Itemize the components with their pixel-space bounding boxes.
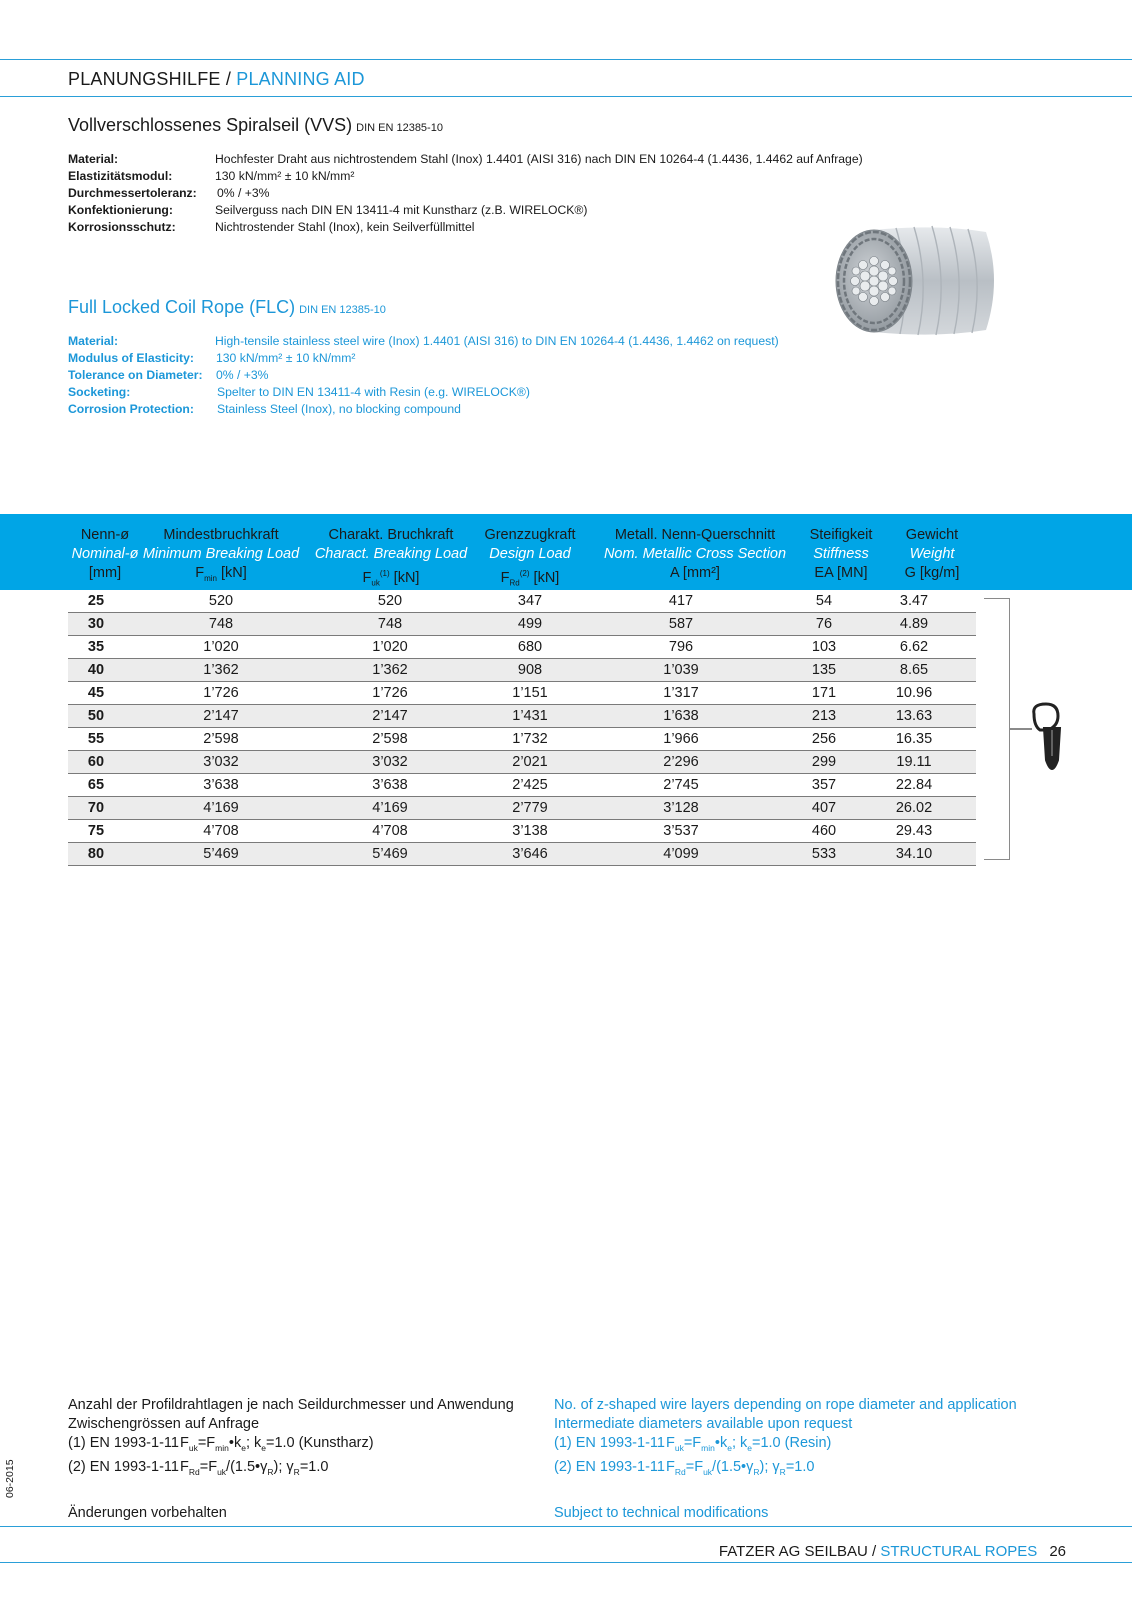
- col-header-de: Steifigkeit: [809, 527, 873, 543]
- prop-label: Corrosion Protection:: [68, 402, 194, 416]
- table-cell: 30: [87, 616, 105, 632]
- header-separator: /: [220, 69, 237, 89]
- table-cell: 347: [517, 593, 543, 609]
- notes-en: [554, 1396, 1017, 1482]
- col-header-unit: [482, 564, 578, 593]
- vvs-prop-row: [68, 202, 863, 219]
- table-cell: 1’732: [512, 731, 548, 747]
- table-cell: 2’598: [372, 731, 408, 747]
- table-cell: 4’708: [372, 823, 408, 839]
- prop-label: Durchmessertoleranz:: [68, 186, 197, 200]
- table-cell: 19.11: [896, 754, 932, 770]
- table-cell: 135: [811, 662, 837, 678]
- flc-prop-row: [68, 367, 779, 384]
- prop-label: Material:: [68, 152, 119, 166]
- col-header-en: Design Load: [489, 546, 571, 562]
- table-cell: 460: [811, 823, 837, 839]
- col-header-stiffness: [806, 526, 876, 583]
- table-bracket: [984, 598, 1010, 860]
- table-row: [68, 659, 976, 682]
- table-cell: 103: [811, 639, 837, 655]
- vvs-properties: [68, 151, 863, 236]
- table-cell: 65: [87, 777, 105, 793]
- vvs-prop-row: [68, 219, 863, 236]
- table-cell: 8.65: [899, 662, 929, 678]
- table-row: [68, 843, 976, 866]
- formula-ref: (2) EN 1993-1-11: [68, 1458, 179, 1475]
- note-formula-2: (2) EN $1993-1-11F_{Rd}=F_{uk}/(1.5•\gamma_R)$; $\gamma_R=1.0$: [68, 1458, 329, 1477]
- note-line: Anzahl der Profildrahtlagen je nach Seildurchmesser und Anwendung: [68, 1397, 514, 1413]
- prop-label: Konfektionierung:: [68, 203, 173, 217]
- unit-text: [kN]: [529, 569, 560, 586]
- prop-value: Hochfester Draht aus nichtrostendem Stahl (Inox) 1.4401 (AISI 316) nach DIN EN 10264-4 (1.4436, 1.4462 auf Anfrage): [215, 152, 863, 166]
- table-cell: 407: [811, 800, 837, 816]
- table-row: [68, 774, 976, 797]
- col-header-en: Minimum Breaking Load: [142, 546, 300, 562]
- footer-company: FATZER AG SEILBAU: [718, 1543, 868, 1560]
- data-table: [68, 590, 976, 866]
- table-cell: 16.35: [895, 731, 933, 747]
- note-formula-1: (1) EN $1993-1-11F_{uk}=F_{min}•k_e$; $k_e=1.0$ (Kunstharz): [68, 1435, 374, 1453]
- table-cell: 417: [668, 593, 694, 609]
- table-cell: 4’169: [372, 800, 408, 816]
- formula-tail: =1.0 (Resin): [751, 1435, 832, 1451]
- unit-subscript: uk: [371, 578, 380, 588]
- table-cell: 1’362: [203, 662, 239, 678]
- col-header-min-breaking-load: [140, 526, 302, 588]
- table-cell: 1’151: [512, 685, 548, 701]
- change-notice-en: Subject to technical modifications: [554, 1505, 769, 1521]
- col-header-de: Gewicht: [905, 527, 959, 543]
- table-cell: 2’598: [203, 731, 239, 747]
- col-header-de: Grenzzugkraft: [484, 527, 576, 543]
- flc-title-text: Full Locked Coil Rope (FLC): [68, 297, 296, 317]
- footer-product: STRUCTURAL ROPES: [880, 1543, 1038, 1560]
- table-cell: 213: [811, 708, 837, 724]
- note-formula-1: (1) EN $1993-1-11F_{uk}=F_{min}•k_e$; $k_e=1.0$ (Resin): [554, 1435, 832, 1453]
- table-row: [68, 797, 976, 820]
- table-cell: 748: [208, 616, 234, 632]
- header-title-en: PLANNING AID: [236, 69, 365, 89]
- flc-prop-row: [68, 350, 779, 367]
- vvs-prop-row: [68, 185, 863, 202]
- formula-ref: (1) EN 1993-1-11: [554, 1435, 665, 1451]
- col-header-en: Charact. Breaking Load: [314, 546, 468, 562]
- vvs-prop-row: [68, 168, 863, 185]
- col-header-unit: G [kg/m]: [904, 565, 960, 581]
- table-cell: 3.47: [899, 593, 929, 609]
- table-cell: 4’169: [203, 800, 239, 816]
- table-row: [68, 590, 976, 613]
- note-line: No. of z-shaped wire layers depending on rope diameter and application: [554, 1397, 1017, 1413]
- unit-text: [kN]: [216, 565, 247, 581]
- table-row: [68, 705, 976, 728]
- table-cell: 50: [87, 708, 105, 724]
- table-cell: 75: [87, 823, 105, 839]
- table-cell: 3’138: [512, 823, 548, 839]
- prop-label: Socketing:: [68, 385, 131, 399]
- table-cell: 60: [87, 754, 105, 770]
- table-cell: 2’779: [512, 800, 548, 816]
- table-cell: 3’638: [203, 777, 239, 793]
- formula-ref: (1) EN 1993-1-11: [68, 1435, 179, 1451]
- table-cell: 5’469: [203, 846, 239, 862]
- col-header-unit: A [mm²]: [670, 565, 720, 581]
- prop-value: 0% / +3%: [216, 368, 269, 382]
- table-cell: 357: [811, 777, 837, 793]
- unit-symbol: F: [500, 569, 510, 586]
- col-header-en: Weight: [909, 546, 955, 562]
- header-top-rule: [0, 59, 1132, 60]
- rope-cross-section-image: [826, 222, 1002, 340]
- table-cell: 499: [517, 616, 543, 632]
- flc-prop-row: [68, 384, 779, 401]
- table-row: [68, 751, 976, 774]
- prop-value: 130 kN/mm² ± 10 kN/mm²: [216, 351, 356, 365]
- change-notice-de: Änderungen vorbehalten: [68, 1505, 227, 1521]
- table-cell: 3’128: [663, 800, 699, 816]
- unit-symbol: F: [362, 569, 372, 586]
- table-row: [68, 613, 976, 636]
- print-date: 06-2015: [4, 1459, 16, 1498]
- prop-label: Material:: [68, 334, 119, 348]
- table-cell: 3’537: [663, 823, 699, 839]
- table-cell: 587: [668, 616, 694, 632]
- table-cell: 55: [87, 731, 105, 747]
- table-cell: 4’708: [203, 823, 239, 839]
- prop-value: Nichtrostender Stahl (Inox), kein Seilverfüllmittel: [215, 220, 475, 234]
- col-header-de: Charakt. Bruchkraft: [328, 527, 454, 543]
- unit-subscript: min: [204, 573, 217, 583]
- flc-standard: DIN EN 12385-10: [299, 304, 386, 316]
- table-cell: 45: [87, 685, 105, 701]
- table-cell: 2’425: [512, 777, 548, 793]
- footer-separator: /: [867, 1543, 881, 1560]
- col-header-charact-breaking-load: [312, 526, 470, 593]
- table-cell: 520: [208, 593, 234, 609]
- table-cell: 22.84: [895, 777, 933, 793]
- table-cell: 70: [87, 800, 105, 816]
- table-header: [0, 514, 1132, 590]
- page-number: 26: [1049, 1543, 1066, 1560]
- note-line: Zwischengrössen auf Anfrage: [68, 1416, 260, 1432]
- footer-top-rule: [0, 1526, 1132, 1527]
- unit-text: [kN]: [389, 569, 420, 586]
- col-header-de: Metall. Nenn-Querschnitt: [614, 527, 776, 543]
- flc-prop-row: [68, 401, 779, 418]
- footer-bottom-rule: [0, 1562, 1132, 1563]
- header-title-de: PLANUNGSHILFE: [68, 69, 221, 89]
- table-cell: 171: [811, 685, 837, 701]
- table-cell: 748: [377, 616, 403, 632]
- prop-label: Korrosionsschutz:: [68, 220, 176, 234]
- unit-footnote: (2): [519, 569, 530, 578]
- unit-subscript: Rd: [509, 578, 520, 588]
- table-cell: 29.43: [895, 823, 933, 839]
- table-cell: 680: [517, 639, 543, 655]
- prop-value: Seilverguss nach DIN EN 13411-4 mit Kunstharz (z.B. WIRELOCK®): [215, 203, 588, 217]
- header-bottom-rule: [0, 96, 1132, 97]
- table-cell: 54: [815, 593, 833, 609]
- table-cell: 6.62: [899, 639, 929, 655]
- col-header-weight: [892, 526, 972, 583]
- prop-value: High-tensile stainless steel wire (Inox) 1.4401 (AISI 316) to DIN EN 10264-4 (1.4436, 1.4462 on request): [215, 334, 779, 348]
- table-cell: 1’020: [203, 639, 239, 655]
- col-header-de: Mindestbruchkraft: [163, 527, 279, 543]
- table-row: [68, 820, 976, 843]
- flc-properties: [68, 333, 779, 418]
- table-cell: 4’099: [663, 846, 699, 862]
- table-row: [68, 682, 976, 705]
- prop-value: 130 kN/mm² ± 10 kN/mm²: [215, 169, 355, 183]
- table-cell: 3’032: [372, 754, 408, 770]
- table-row: [68, 636, 976, 659]
- col-header-de: Nenn-ø: [80, 527, 130, 543]
- table-cell: 34.10: [895, 846, 933, 862]
- table-cell: 4.89: [899, 616, 929, 632]
- col-header-en: Nominal-ø: [71, 546, 139, 562]
- col-header-en: Stiffness: [813, 546, 869, 562]
- table-cell: 40: [87, 662, 105, 678]
- table-cell: 1’726: [372, 685, 408, 701]
- table-cell: 2’021: [512, 754, 548, 770]
- prop-value: Spelter to DIN EN 13411-4 with Resin (e.g. WIRELOCK®): [217, 385, 530, 399]
- table-cell: 1’020: [372, 639, 408, 655]
- flc-title: [68, 297, 386, 318]
- table-cell: 2’745: [663, 777, 699, 793]
- table-cell: 25: [87, 593, 105, 609]
- table-cell: 299: [811, 754, 837, 770]
- table-cell: 10.96: [895, 685, 933, 701]
- table-cell: 80: [87, 846, 105, 862]
- table-cell: 2’147: [372, 708, 408, 724]
- unit-footnote: (1): [379, 569, 390, 578]
- col-header-diameter: [70, 526, 140, 583]
- notes-de: [68, 1396, 514, 1482]
- formula-ref: (2) EN 1993-1-11: [554, 1458, 665, 1475]
- flc-prop-row: [68, 333, 779, 350]
- table-cell: 1’431: [512, 708, 548, 724]
- vvs-standard: DIN EN 12385-10: [356, 122, 443, 134]
- table-cell: 5’469: [372, 846, 408, 862]
- col-header-unit: [312, 564, 470, 593]
- table-cell: 3’638: [372, 777, 408, 793]
- col-header-unit: EA [MN]: [814, 565, 868, 581]
- table-cell: 533: [811, 846, 837, 862]
- table-cell: 3’032: [203, 754, 239, 770]
- table-cell: 1’317: [663, 685, 699, 701]
- table-cell: 1’638: [663, 708, 699, 724]
- col-header-design-load: [482, 526, 578, 593]
- unit-symbol: F: [195, 565, 205, 581]
- col-header-unit: [140, 564, 302, 588]
- table-cell: 796: [668, 639, 694, 655]
- spelter-socket-icon: [1028, 700, 1078, 780]
- prop-label: Tolerance on Diameter:: [68, 368, 203, 382]
- note-formula-2: (2) EN $1993-1-11F_{Rd}=F_{uk}/(1.5•\gamma_R)$; $\gamma_R=1.0$: [554, 1458, 815, 1477]
- vvs-title: [68, 115, 443, 136]
- vvs-prop-row: [68, 151, 863, 168]
- col-header-en: Nom. Metallic Cross Section: [603, 546, 787, 562]
- page-footer: [719, 1543, 1066, 1560]
- prop-value: Stainless Steel (Inox), no blocking compound: [217, 402, 461, 416]
- table-cell: 908: [517, 662, 543, 678]
- table-cell: 26.02: [895, 800, 933, 816]
- table-cell: 2’147: [203, 708, 239, 724]
- table-cell: 520: [377, 593, 403, 609]
- prop-value: 0% / +3%: [217, 186, 270, 200]
- table-cell: 2’296: [663, 754, 699, 770]
- table-cell: 1’039: [663, 662, 699, 678]
- formula-tail: =1.0 (Kunstharz): [265, 1435, 374, 1451]
- note-line: Intermediate diameters available upon request: [554, 1416, 853, 1432]
- table-cell: 1’362: [372, 662, 408, 678]
- table-cell: 1’726: [203, 685, 239, 701]
- vvs-title-text: Vollverschlossenes Spiralseil (VVS): [68, 115, 353, 135]
- table-cell: 256: [811, 731, 837, 747]
- table-cell: 3’646: [512, 846, 548, 862]
- table-cell: 13.63: [895, 708, 933, 724]
- table-cell: 1’966: [663, 731, 699, 747]
- table-cell: 76: [815, 616, 833, 632]
- col-header-unit: [mm]: [88, 565, 122, 581]
- col-header-cross-section: [592, 526, 798, 583]
- prop-label: Elastizitätsmodul:: [68, 169, 173, 183]
- table-cell: 35: [87, 639, 105, 655]
- table-row: [68, 728, 976, 751]
- prop-label: Modulus of Elasticity:: [68, 351, 194, 365]
- page-header: [68, 69, 365, 90]
